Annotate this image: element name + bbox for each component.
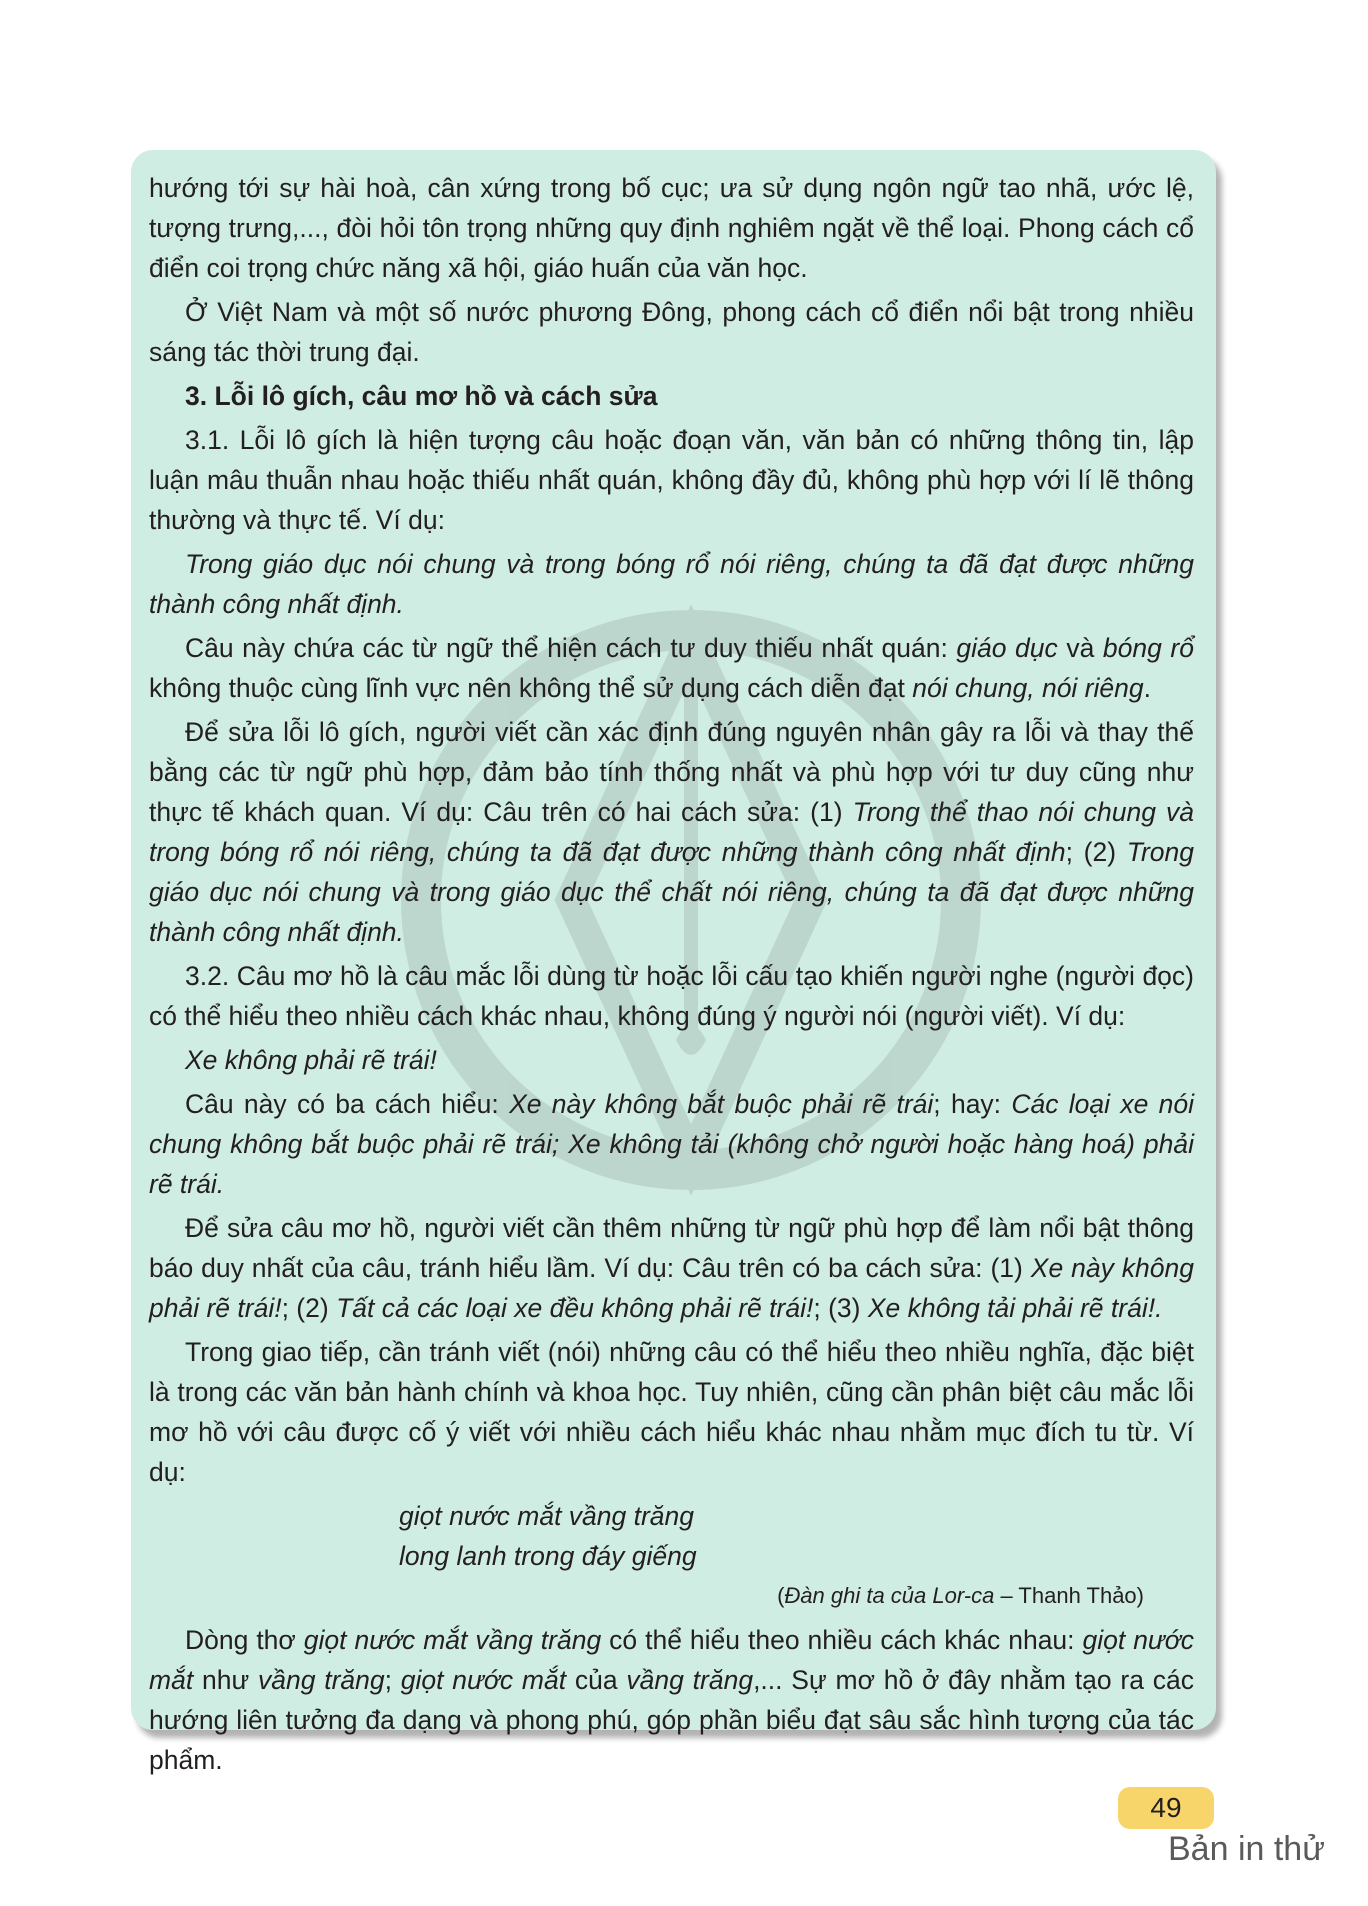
paragraph: 3.2. Câu mơ hồ là câu mắc lỗi dùng từ hoặc lỗi cấu tạo khiến người nghe (người đọc) có thể hiểu theo nhiều cách khác nhau, không đúng ý người nói (người viết). Ví dụ: [149,961,1194,1031]
paragraph: Câu này có ba cách hiểu: Xe này không bắt buộc phải rẽ trái; hay: Các loại xe nói chung không bắt buộc phải rẽ trái; Xe không tải (không chở người hoặc hàng hoá) phải rẽ trái. [149,1089,1194,1199]
paragraph: Trong giao tiếp, cần tránh viết (nói) những câu có thể hiểu theo nhiều nghĩa, đặc biệt là trong các văn bản hành chính và khoa học. Tuy nhiên, cũng cần phân biệt câu mắc lỗi mơ hồ với câu được cố ý viết với nhiều cách hiểu khác nhau nhằm mục đích tu từ. Ví dụ: [149,1337,1194,1487]
example-sentence: Trong giáo dục nói chung và trong bóng rổ nói riêng, chúng ta đã đạt được những thành công nhất định. [149,549,1194,619]
paragraph: Dòng thơ giọt nước mắt vầng trăng có thể hiểu theo nhiều cách khác nhau: giọt nước mắt như vầng trăng; giọt nước mắt của vầng trăng,... Sự mơ hồ ở đây nhằm tạo ra các hướng liên tưởng đa dạng và phong phú, góp phần biểu đạt sâu sắc hình tượng của tác phẩm. [149,1625,1194,1775]
page-number: 49 [1118,1787,1214,1829]
poem-source: (Đàn ghi ta của Lor-ca – Thanh Thảo) [777,1583,1144,1608]
content-box [131,150,1216,1775]
body-text [149,168,1194,1780]
paragraph: hướng tới sự hài hoà, cân xứng trong bố cục; ưa sử dụng ngôn ngữ tao nhã, ước lệ, tượng trưng,..., đòi hỏi tôn trọng những quy định nghiêm ngặt về thể loại. Phong cách cổ điển coi trọng chức năng xã hội, giáo huấn của văn học. [149,173,1194,283]
paragraph: 3.1. Lỗi lô gích là hiện tượng câu hoặc đoạn văn, văn bản có những thông tin, lập luận mâu thuẫn nhau hoặc thiếu nhất quán, không đầy đủ, không phù hợp với lí lẽ thông thường và thực tế. Ví dụ: [149,425,1194,535]
paragraph: Câu này chứa các từ ngữ thể hiện cách tư duy thiếu nhất quán: giáo dục và bóng rổ không thuộc cùng lĩnh vực nên không thể sử dụng cách diễn đạt nói chung, nói riêng. [149,633,1194,703]
example-sentence: Xe không phải rẽ trái! [185,1045,437,1075]
paragraph: Ở Việt Nam và một số nước phương Đông, phong cách cổ điển nổi bật trong nhiều sáng tác thời trung đại. [149,297,1194,367]
paragraph: Để sửa câu mơ hồ, người viết cần thêm những từ ngữ phù hợp để làm nổi bật thông báo duy nhất của câu, tránh hiểu lầm. Ví dụ: Câu trên có ba cách sửa: (1) Xe này không phải rẽ trái!; (2) Tất cả các loại xe đều không phải rẽ trái!; (3) Xe không tải phải rẽ trái!. [149,1213,1194,1323]
poem-line: giọt nước mắt vầng trăng [399,1501,695,1531]
draft-label: Bản in thử [1168,1830,1325,1868]
paragraph: Để sửa lỗi lô gích, người viết cần xác định đúng nguyên nhân gây ra lỗi và thay thế bằng các từ ngữ phù hợp, đảm bảo tính thống nhất và phù hợp với tư duy cũng như thực tế khách quan. Ví dụ: Câu trên có hai cách sửa: (1) Trong thể thao nói chung và trong bóng rổ nói riêng, chúng ta đã đạt được những thành công nhất định; (2) Trong giáo dục nói chung và trong giáo dục thể chất nói riêng, chúng ta đã đạt được những thành công nhất định. [149,717,1194,947]
poem-line: long lanh trong đáy giếng [399,1541,697,1571]
section-heading: 3. Lỗi lô gích, câu mơ hồ và cách sửa [185,381,658,411]
